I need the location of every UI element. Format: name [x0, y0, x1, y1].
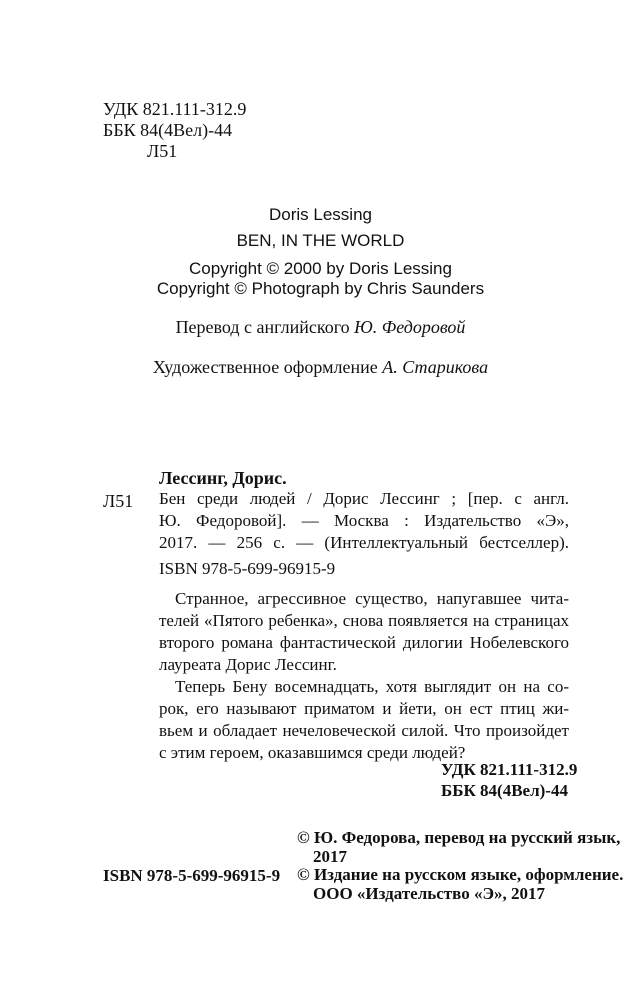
annotation-line: лауреата Дорис Лессинг. — [159, 655, 337, 674]
catalog-line: Бен среди людей / Дорис Лессинг ; [пер. с англ. — [159, 489, 569, 508]
copyright-photo: Copyright © Photograph by Chris Saunders — [156, 279, 485, 298]
right-bbk-code: ББК 84(4Вел)-44 — [441, 781, 568, 800]
edition-copyright: © Издание на русском языке, оформление. — [297, 865, 624, 884]
designer-name: А. Старикова — [382, 357, 489, 377]
copyright-text: Copyright © 2000 by Doris Lessing — [189, 259, 452, 278]
author-mark: Л51 — [147, 141, 178, 161]
catalog-isbn: ISBN 978-5-699-96915-9 — [159, 559, 336, 578]
catalog-line: 2017. — 256 с. — (Интеллектуальный бестселлер). — [159, 533, 569, 552]
design-credit — [0, 357, 641, 378]
udk-code: УДК 821.111-312.9 — [103, 99, 247, 119]
catalog-side-mark: Л51 — [103, 491, 134, 511]
catalog-heading: Лессинг, Дорис. — [159, 468, 287, 488]
annotation-line: Странное, агрессивное существо, напугавшее чита- — [175, 589, 569, 608]
translation-credit — [0, 317, 641, 338]
annotation-line: Теперь Бену восемнадцать, хотя выглядит он на со- — [175, 677, 569, 696]
annotation-line: рок, его называют приматом и йети, он ест птиц жи- — [159, 699, 569, 718]
bbk-code: ББК 84(4Вел)-44 — [103, 120, 233, 140]
footer-isbn: ISBN 978-5-699-96915-9 — [103, 866, 281, 885]
design-label: Художественное оформление — [152, 357, 378, 377]
annotation-line: вьем и обладает нечеловеческой силой. Что произойдет — [159, 721, 569, 740]
original-author: Doris Lessing — [269, 205, 372, 224]
annotation-line: телей «Пятого ребенка», снова появляется на страницах — [159, 611, 569, 630]
catalog-line: Ю. Федоровой]. — Москва : Издательство «Э», — [159, 511, 569, 530]
edition-copyright-publisher: ООО «Издательство «Э», 2017 — [313, 884, 545, 903]
translation-copyright-year: 2017 — [313, 847, 347, 866]
annotation-line: второго романа фантастической дилогии Нобелевского — [159, 633, 569, 652]
original-title: BEN, IN THE WORLD — [236, 231, 405, 250]
translation-copyright: © Ю. Федорова, перевод на русский язык, — [297, 828, 621, 847]
right-udk-code: УДК 821.111-312.9 — [441, 760, 578, 779]
translation-label: Перевод с английского — [175, 317, 350, 337]
annotation-line: с этим героем, оказавшимся среди людей? — [159, 743, 466, 762]
translator-name: Ю. Федоровой — [354, 317, 466, 337]
